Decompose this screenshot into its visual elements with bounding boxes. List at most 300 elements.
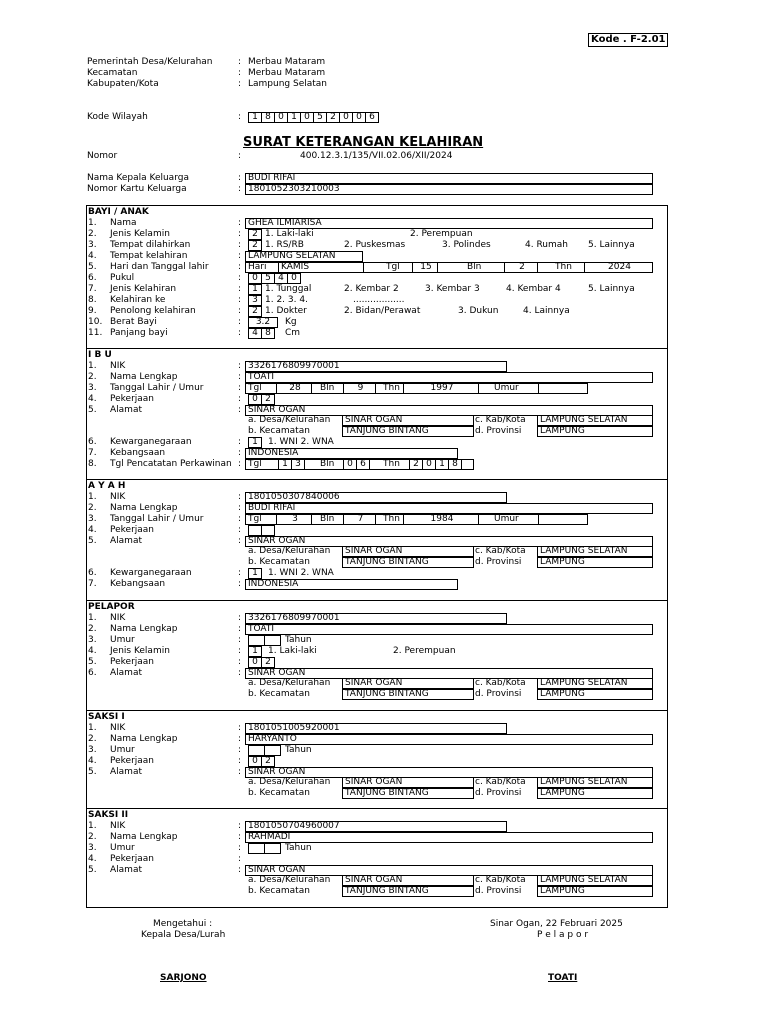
pelapor-name: TOATI bbox=[548, 973, 578, 983]
dots: .................. bbox=[353, 295, 405, 305]
colon: : bbox=[238, 317, 242, 327]
pelapor-pek-label: Pekerjaan bbox=[110, 657, 155, 667]
row-no: 9. bbox=[88, 306, 97, 316]
row-no: 2. bbox=[88, 503, 97, 513]
colon: : bbox=[238, 394, 242, 404]
row-no: 4. bbox=[88, 251, 97, 261]
bayi-jenis-label: Jenis Kelahiran bbox=[110, 284, 177, 294]
kartu-keluarga-label: Nomor Kartu Keluarga bbox=[87, 184, 187, 194]
digit: 1 bbox=[249, 437, 262, 448]
ayah-umur-field[interactable] bbox=[538, 514, 588, 525]
colon: : bbox=[238, 756, 242, 766]
colon: : bbox=[238, 459, 242, 469]
digit: 1 bbox=[249, 284, 262, 295]
ibu-tpp-label: Tgl Pencatatan Perkawinan bbox=[110, 459, 232, 469]
ayah-kw-code[interactable] bbox=[248, 568, 262, 579]
pelapor-prov-field[interactable]: LAMPUNG bbox=[537, 689, 653, 700]
row-no: 7. bbox=[88, 579, 97, 589]
ayah-kb-field[interactable]: INDONESIA bbox=[245, 579, 458, 590]
row-no: 2. bbox=[88, 734, 97, 744]
ayah-nama-field[interactable]: BUDI RIFAI bbox=[245, 503, 653, 514]
kec-label: b. Kecamatan bbox=[248, 788, 310, 798]
colon: : bbox=[238, 832, 242, 842]
bln-label: Bln bbox=[320, 383, 335, 393]
colon: : bbox=[238, 372, 242, 382]
saksi2-nama-field[interactable]: RAHMADI bbox=[245, 832, 653, 843]
saksi1-nama-field[interactable]: HARYANTO bbox=[245, 734, 653, 745]
bln-label: Bln bbox=[467, 262, 482, 272]
ibu-nik-field[interactable]: 3326176809970001 bbox=[245, 361, 507, 372]
colon: : bbox=[238, 568, 242, 578]
colon: : bbox=[238, 151, 242, 161]
kec-label: b. Kecamatan bbox=[248, 886, 310, 896]
pelapor-desa-field[interactable]: SINAR OGAN bbox=[342, 678, 474, 689]
row-no: 6. bbox=[88, 668, 97, 678]
nomor-label: Nomor bbox=[87, 151, 118, 161]
saksi2-prov-field[interactable]: LAMPUNG bbox=[537, 886, 653, 897]
ayah-kab-field[interactable]: LAMPUNG SELATAN bbox=[537, 546, 653, 557]
unit: Tahun bbox=[285, 635, 312, 645]
colon: : bbox=[238, 503, 242, 513]
kecamatan-label: Kecamatan bbox=[87, 68, 138, 78]
ibu-alamat-label: Alamat bbox=[110, 405, 142, 415]
desa-label: a. Desa/Kelurahan bbox=[248, 777, 331, 787]
pelapor-umur-label: Umur bbox=[110, 635, 135, 645]
umur-label: Umur bbox=[494, 383, 519, 393]
option: 2. Kembar 2 bbox=[344, 284, 399, 294]
kepala-desa-title: Kepala Desa/Lurah bbox=[141, 930, 226, 940]
ayah-ttl-label: Tanggal Lahir / Umur bbox=[110, 514, 204, 524]
kec-label: b. Kecamatan bbox=[248, 426, 310, 436]
bayi-bln-field[interactable]: 2 bbox=[504, 262, 538, 273]
option: 2. Perempuan bbox=[410, 229, 473, 239]
colon: : bbox=[238, 613, 242, 623]
ibu-tpp-thn[interactable] bbox=[409, 459, 462, 470]
kepala-keluarga-field[interactable]: BUDI RIFAI bbox=[245, 173, 653, 184]
option: 4. Rumah bbox=[525, 240, 568, 250]
row-no: 1. bbox=[88, 361, 97, 371]
colon: : bbox=[238, 767, 242, 777]
kepala-keluarga-label: Nama Kepala Keluarga bbox=[87, 173, 189, 183]
unit: Cm bbox=[285, 328, 301, 338]
prov-label: d. Provinsi bbox=[475, 557, 522, 567]
pelapor-alamat-label: Alamat bbox=[110, 668, 142, 678]
saksi1-desa-field[interactable]: SINAR OGAN bbox=[342, 777, 474, 788]
section-title-pelapor: PELAPOR bbox=[88, 602, 135, 612]
tgl-label: Tgl bbox=[248, 514, 262, 524]
row-no: 1. bbox=[88, 218, 97, 228]
pemerintah-value: Merbau Mataram bbox=[248, 57, 326, 67]
ayah-nama-label: Nama Lengkap bbox=[110, 503, 178, 513]
saksi1-kec-field[interactable]: TANJUNG BINTANG bbox=[342, 788, 474, 799]
ayah-kb-label: Kebangsaan bbox=[110, 579, 166, 589]
row-no: 1. bbox=[88, 723, 97, 733]
thn-label: Thn bbox=[383, 383, 400, 393]
saksi1-umur-label: Umur bbox=[110, 745, 135, 755]
digit: 6 bbox=[357, 459, 370, 470]
row-no: 11. bbox=[88, 328, 103, 338]
ibu-desa-field[interactable]: SINAR OGAN bbox=[342, 415, 474, 426]
section-divider bbox=[86, 808, 668, 809]
unit: Tahun bbox=[285, 745, 312, 755]
bayi-jk-label: Jenis Kelamin bbox=[110, 229, 170, 239]
ayah-kec-field[interactable]: TANJUNG BINTANG bbox=[342, 557, 474, 568]
pelapor-alamat-field[interactable]: SINAR OGAN bbox=[245, 668, 653, 679]
section-divider bbox=[86, 348, 668, 349]
digit: 1 bbox=[436, 459, 449, 470]
pelapor-nik-label: NIK bbox=[110, 613, 126, 623]
saksi1-alamat-field[interactable]: SINAR OGAN bbox=[245, 767, 653, 778]
row-no: 5. bbox=[88, 405, 97, 415]
option: 2. Bidan/Perawat bbox=[344, 306, 421, 316]
digit: 1 bbox=[249, 646, 262, 657]
bayi-ke-code[interactable] bbox=[248, 295, 262, 306]
digit: 1 bbox=[249, 568, 262, 579]
prov-label: d. Provinsi bbox=[475, 689, 522, 699]
row-no: 2. bbox=[88, 624, 97, 634]
option: 1. Laki-laki bbox=[268, 646, 317, 656]
digit bbox=[249, 843, 265, 854]
row-no: 2. bbox=[88, 372, 97, 382]
kec-label: b. Kecamatan bbox=[248, 689, 310, 699]
ibu-thn-field[interactable]: 1997 bbox=[403, 383, 479, 394]
option: 1. WNI 2. WNA bbox=[268, 437, 334, 447]
saksi1-pek-digits[interactable] bbox=[248, 756, 275, 767]
kec-label: b. Kecamatan bbox=[248, 557, 310, 567]
pelapor-kec-field[interactable]: TANJUNG BINTANG bbox=[342, 689, 474, 700]
ayah-alamat-field[interactable]: SINAR OGAN bbox=[245, 536, 653, 547]
kab-label: c. Kab/Kota bbox=[475, 777, 526, 787]
colon: : bbox=[238, 745, 242, 755]
row-no: 2. bbox=[88, 229, 97, 239]
ayah-pek-digits[interactable] bbox=[248, 525, 275, 536]
ibu-kec-field[interactable]: TANJUNG BINTANG bbox=[342, 426, 474, 437]
row-no: 5. bbox=[88, 767, 97, 777]
ibu-pek-digits[interactable] bbox=[248, 394, 275, 405]
digit: 0 bbox=[353, 112, 366, 123]
ayah-pek-label: Pekerjaan bbox=[110, 525, 155, 535]
colon: : bbox=[238, 821, 242, 831]
digit: 0 bbox=[301, 112, 314, 123]
digit bbox=[249, 745, 265, 756]
ayah-tgl-field[interactable]: 3 bbox=[276, 514, 312, 525]
option: 1. Dokter bbox=[265, 306, 307, 316]
row-no: 4. bbox=[88, 646, 97, 656]
digit: 8 bbox=[262, 328, 275, 339]
bayi-ke-label: Kelahiran ke bbox=[110, 295, 166, 305]
digit: 1 bbox=[279, 459, 292, 470]
pelapor-jk-label: Jenis Kelamin bbox=[110, 646, 170, 656]
thn-label: Thn bbox=[383, 459, 400, 469]
pelapor-jk-code[interactable] bbox=[248, 646, 262, 657]
option: 1. WNI 2. WNA bbox=[268, 568, 334, 578]
colon: : bbox=[238, 579, 242, 589]
kecamatan-value: Merbau Mataram bbox=[248, 68, 326, 78]
bayi-nama-field[interactable]: GHEA ILMIARISA bbox=[245, 218, 653, 229]
saksi1-pek-label: Pekerjaan bbox=[110, 756, 155, 766]
unit: Tahun bbox=[285, 843, 312, 853]
digit: 2 bbox=[410, 459, 423, 470]
digit: 0 bbox=[340, 112, 353, 123]
saksi2-kab-field[interactable]: LAMPUNG SELATAN bbox=[537, 875, 653, 886]
option: 1. 2. 3. 4. bbox=[265, 295, 308, 305]
saksi1-alamat-label: Alamat bbox=[110, 767, 142, 777]
row-no: 4. bbox=[88, 756, 97, 766]
row-no: 3. bbox=[88, 514, 97, 524]
colon: : bbox=[238, 437, 242, 447]
saksi1-nik-label: NIK bbox=[110, 723, 126, 733]
digit bbox=[249, 635, 265, 646]
colon: : bbox=[238, 68, 242, 78]
row-no: 3. bbox=[88, 843, 97, 853]
option: 1. RS/RB bbox=[265, 240, 304, 250]
row-no: 1. bbox=[88, 613, 97, 623]
colon: : bbox=[238, 57, 242, 67]
digit: 0 bbox=[249, 657, 262, 668]
digit: 5 bbox=[262, 273, 275, 284]
ayah-prov-field[interactable]: LAMPUNG bbox=[537, 557, 653, 568]
saksi2-nama-label: Nama Lengkap bbox=[110, 832, 178, 842]
colon: : bbox=[238, 635, 242, 645]
option: 3. Polindes bbox=[442, 240, 491, 250]
saksi2-pek-label: Pekerjaan bbox=[110, 854, 155, 864]
ibu-kb-field[interactable]: INDONESIA bbox=[245, 448, 458, 459]
pelapor-nama-label: Nama Lengkap bbox=[110, 624, 178, 634]
saksi2-nik-field[interactable]: 1801050704960007 bbox=[245, 821, 507, 832]
hari-label: Hari bbox=[248, 262, 267, 272]
digit: 1 bbox=[288, 112, 301, 123]
row-no: 6. bbox=[88, 437, 97, 447]
mengetahui-text: Mengetahui : bbox=[153, 919, 213, 929]
digit: 8 bbox=[262, 112, 275, 123]
pelapor-nama-field[interactable]: TOATI bbox=[245, 624, 653, 635]
ibu-umur-field[interactable] bbox=[538, 383, 588, 394]
digit: 4 bbox=[249, 328, 262, 339]
digit bbox=[265, 745, 281, 756]
nomor-value: 400.12.3.1/135/VII.02.06/XII/2024 bbox=[300, 151, 453, 161]
bayi-panjang-digits[interactable] bbox=[248, 328, 275, 339]
digit: 2 bbox=[327, 112, 340, 123]
document-title: SURAT KETERANGAN KELAHIRAN bbox=[243, 135, 484, 150]
option: 3. Kembar 3 bbox=[425, 284, 480, 294]
bayi-thn-field[interactable]: 2024 bbox=[584, 262, 653, 273]
bayi-panjang-label: Panjang bayi bbox=[110, 328, 168, 338]
section-title-saksi2: SAKSI II bbox=[88, 810, 129, 820]
option: 5. Lainnya bbox=[588, 284, 635, 294]
colon: : bbox=[238, 273, 242, 283]
row-no: 3. bbox=[88, 383, 97, 393]
pelapor-title: P e l a p o r bbox=[537, 930, 589, 940]
ibu-tpp-tgl[interactable] bbox=[278, 459, 305, 470]
bayi-berat-field[interactable]: 3.2 bbox=[248, 317, 278, 328]
saksi1-nama-label: Nama Lengkap bbox=[110, 734, 178, 744]
row-no: 1. bbox=[88, 821, 97, 831]
option: 3. Dukun bbox=[458, 306, 499, 316]
prov-label: d. Provinsi bbox=[475, 788, 522, 798]
ibu-bln-field[interactable]: 9 bbox=[343, 383, 376, 394]
colon: : bbox=[238, 668, 242, 678]
ayah-thn-field[interactable]: 1984 bbox=[403, 514, 479, 525]
prov-label: d. Provinsi bbox=[475, 426, 522, 436]
colon: : bbox=[238, 173, 242, 183]
digit: 0 bbox=[249, 273, 262, 284]
row-no: 3. bbox=[88, 635, 97, 645]
tgl-label: Tgl bbox=[248, 459, 262, 469]
pelapor-kab-field[interactable]: LAMPUNG SELATAN bbox=[537, 678, 653, 689]
tgl-label: Tgl bbox=[386, 262, 400, 272]
row-no: 2. bbox=[88, 832, 97, 842]
colon: : bbox=[238, 536, 242, 546]
saksi2-desa-field[interactable]: SINAR OGAN bbox=[342, 875, 474, 886]
digit: 0 bbox=[275, 112, 288, 123]
desa-label: a. Desa/Kelurahan bbox=[248, 875, 331, 885]
form-code: Kode . F-2.01 bbox=[591, 34, 666, 45]
pemerintah-label: Pemerintah Desa/Kelurahan bbox=[87, 57, 213, 67]
ayah-bln-field[interactable]: 7 bbox=[343, 514, 376, 525]
ibu-tpp-bln[interactable] bbox=[343, 459, 370, 470]
bayi-jk-code[interactable] bbox=[248, 229, 262, 240]
kab-label: c. Kab/Kota bbox=[475, 415, 526, 425]
row-no: 5. bbox=[88, 536, 97, 546]
kode-wilayah-label: Kode Wilayah bbox=[87, 112, 148, 122]
digit: 0 bbox=[249, 756, 262, 767]
colon: : bbox=[238, 383, 242, 393]
section-title-bayi: BAYI / ANAK bbox=[88, 207, 149, 217]
saksi2-alamat-label: Alamat bbox=[110, 865, 142, 875]
colon: : bbox=[238, 284, 242, 294]
option: 1. Tunggal bbox=[265, 284, 312, 294]
digit: 8 bbox=[449, 459, 462, 470]
bayi-tempat-code[interactable] bbox=[248, 240, 262, 251]
saksi1-umur-digits[interactable] bbox=[248, 745, 281, 756]
pelapor-pek-digits[interactable] bbox=[248, 657, 275, 668]
option: 4. Kembar 4 bbox=[506, 284, 561, 294]
saksi2-alamat-field[interactable]: SINAR OGAN bbox=[245, 865, 653, 876]
ibu-kb-label: Kebangsaan bbox=[110, 448, 166, 458]
colon: : bbox=[238, 112, 242, 122]
colon: : bbox=[238, 328, 242, 338]
ibu-prov-field[interactable]: LAMPUNG bbox=[537, 426, 653, 437]
colon: : bbox=[238, 734, 242, 744]
row-no: 6. bbox=[88, 273, 97, 283]
prov-label: d. Provinsi bbox=[475, 886, 522, 896]
bayi-penolong-label: Penolong kelahiran bbox=[110, 306, 196, 316]
bln-label: Bln bbox=[320, 459, 335, 469]
row-no: 6. bbox=[88, 568, 97, 578]
row-no: 5. bbox=[88, 657, 97, 667]
ibu-nama-label: Nama Lengkap bbox=[110, 372, 178, 382]
kabupaten-value: Lampung Selatan bbox=[248, 79, 328, 89]
ayah-desa-field[interactable]: SINAR OGAN bbox=[342, 546, 474, 557]
colon: : bbox=[238, 229, 242, 239]
thn-label: Thn bbox=[383, 514, 400, 524]
pelapor-umur-digits[interactable] bbox=[248, 635, 281, 646]
pelapor-nik-field[interactable]: 3326176809970001 bbox=[245, 613, 507, 624]
digit: 6 bbox=[366, 112, 379, 123]
desa-label: a. Desa/Kelurahan bbox=[248, 546, 331, 556]
desa-label: a. Desa/Kelurahan bbox=[248, 415, 331, 425]
saksi2-umur-digits[interactable] bbox=[248, 843, 281, 854]
section-divider bbox=[86, 710, 668, 711]
ibu-pek-label: Pekerjaan bbox=[110, 394, 155, 404]
option: 2. Perempuan bbox=[393, 646, 456, 656]
colon: : bbox=[238, 525, 242, 535]
thn-label: Thn bbox=[555, 262, 572, 272]
ayah-nik-field[interactable]: 1801050307840006 bbox=[245, 492, 507, 503]
ayah-kw-label: Kewarganegaraan bbox=[110, 568, 192, 578]
digit: 5 bbox=[314, 112, 327, 123]
colon: : bbox=[238, 184, 242, 194]
digit: 1 bbox=[249, 112, 262, 123]
kepala-desa-name: SARJONO bbox=[160, 973, 207, 983]
colon: : bbox=[238, 843, 242, 853]
digit bbox=[265, 635, 281, 646]
saksi2-nik-label: NIK bbox=[110, 821, 126, 831]
digit: 0 bbox=[288, 273, 301, 284]
kab-label: c. Kab/Kota bbox=[475, 875, 526, 885]
digit: 2 bbox=[262, 756, 275, 767]
section-divider bbox=[86, 600, 668, 601]
saksi1-kab-field[interactable]: LAMPUNG SELATAN bbox=[537, 777, 653, 788]
digit: 4 bbox=[275, 273, 288, 284]
bayi-penolong-code[interactable] bbox=[248, 306, 262, 317]
row-no: 5. bbox=[88, 865, 97, 875]
row-no: 7. bbox=[88, 448, 97, 458]
bayi-hari-field[interactable]: KAMIS bbox=[278, 262, 364, 273]
row-no: 7. bbox=[88, 284, 97, 294]
kabupaten-label: Kabupaten/Kota bbox=[87, 79, 159, 89]
saksi1-prov-field[interactable]: LAMPUNG bbox=[537, 788, 653, 799]
bayi-nama-label: Nama bbox=[110, 218, 137, 228]
row-no: 4. bbox=[88, 394, 97, 404]
digit: 2 bbox=[249, 306, 262, 317]
colon: : bbox=[238, 723, 242, 733]
colon: : bbox=[238, 624, 242, 634]
saksi1-nik-field[interactable]: 1801051005920001 bbox=[245, 723, 507, 734]
digit: 0 bbox=[249, 394, 262, 405]
ibu-tgl-field[interactable]: 28 bbox=[276, 383, 312, 394]
ibu-nama-field[interactable]: TOATI bbox=[245, 372, 653, 383]
option: 1. Laki-laki bbox=[265, 229, 314, 239]
kartu-keluarga-field[interactable]: 1801052303210003 bbox=[245, 184, 653, 195]
saksi2-kec-field[interactable]: TANJUNG BINTANG bbox=[342, 886, 474, 897]
row-no: 4. bbox=[88, 854, 97, 864]
desa-label: a. Desa/Kelurahan bbox=[248, 678, 331, 688]
colon: : bbox=[238, 240, 242, 250]
ibu-kw-code[interactable] bbox=[248, 437, 262, 448]
ibu-alamat-field[interactable]: SINAR OGAN bbox=[245, 405, 653, 416]
row-no: 1. bbox=[88, 492, 97, 502]
colon: : bbox=[238, 361, 242, 371]
bayi-pukul-digits[interactable] bbox=[248, 273, 301, 284]
kab-label: c. Kab/Kota bbox=[475, 546, 526, 556]
ibu-kab-field[interactable]: LAMPUNG SELATAN bbox=[537, 415, 653, 426]
row-no: 8. bbox=[88, 295, 97, 305]
colon: : bbox=[238, 262, 242, 272]
bayi-jenis-code[interactable] bbox=[248, 284, 262, 295]
colon: : bbox=[238, 306, 242, 316]
section-title-ibu: I B U bbox=[88, 350, 112, 360]
bayi-tk-field[interactable]: LAMPUNG SELATAN bbox=[245, 251, 363, 262]
ibu-kw-label: Kewarganegaraan bbox=[110, 437, 192, 447]
bayi-hari-label: Hari dan Tanggal lahir bbox=[110, 262, 209, 272]
bayi-tgl-field[interactable]: 15 bbox=[412, 262, 438, 273]
tgl-label: Tgl bbox=[248, 383, 262, 393]
colon: : bbox=[238, 492, 242, 502]
colon: : bbox=[238, 79, 242, 89]
ibu-ttl-label: Tanggal Lahir / Umur bbox=[110, 383, 204, 393]
row-no: 5. bbox=[88, 262, 97, 272]
